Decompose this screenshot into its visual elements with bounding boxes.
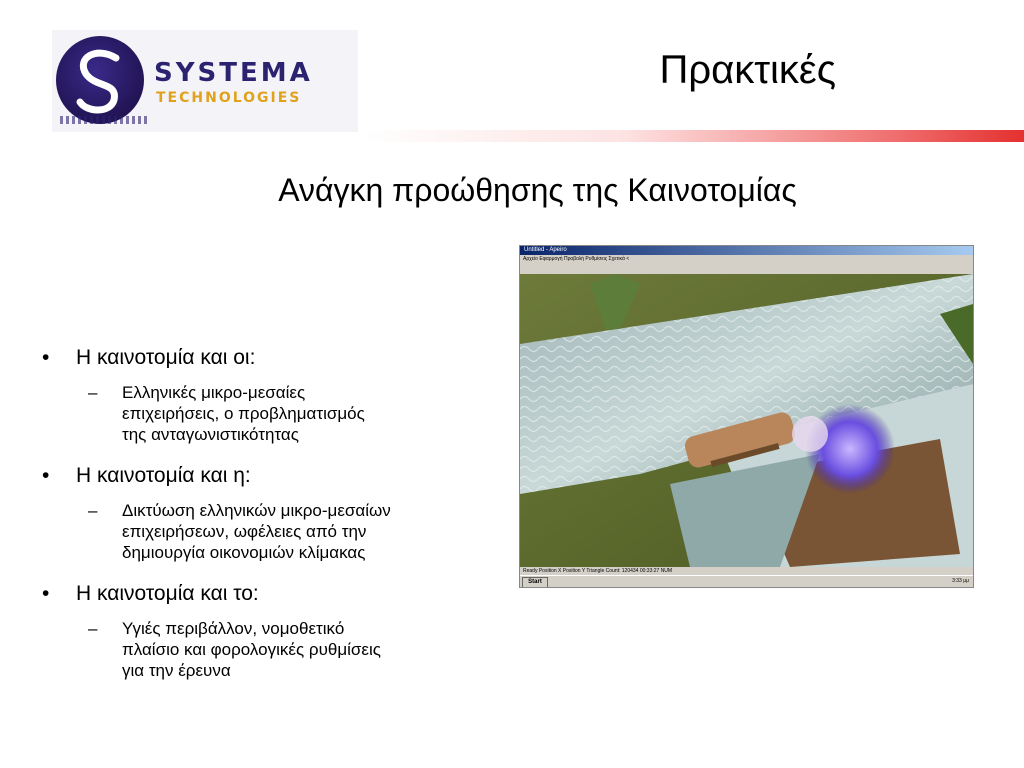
company-logo	[52, 30, 358, 132]
slide-title: Πρακτικές	[659, 48, 836, 92]
dash-marker: –	[88, 383, 98, 402]
app-screenshot-image	[519, 245, 974, 588]
logo-s-icon	[56, 36, 144, 124]
sub-bullet-line: Δικτύωση ελληνικών μικρο-μεσαίων	[122, 501, 391, 520]
bullet-item: • Η καινοτομία και το:	[40, 581, 490, 607]
bullet-item: • Η καινοτομία και οι:	[40, 345, 490, 371]
sub-bullet-line: δημιουργία οικονομιών κλίμακας	[122, 543, 366, 562]
sub-bullet-line: πλαίσιο και φορολογικές ρυθμίσεις	[122, 640, 381, 659]
dash-marker: –	[88, 619, 98, 638]
3d-scene-image	[520, 274, 973, 567]
screenshot-statusbar: Ready Position X Position Y Triangle Count: 120434 00:33:27 NUM	[520, 567, 974, 575]
taskbar-clock: 3:33 μμ	[952, 578, 969, 584]
header-gradient-rule	[360, 130, 1024, 142]
start-button: Start	[522, 577, 548, 588]
sub-bullet-line: Υγιές περιβάλλον, νομοθετικό	[122, 619, 345, 638]
logo-wordmark-sub: TECHNOLOGIES	[156, 90, 302, 106]
bullet-list	[40, 345, 490, 699]
bullet-item: • Η καινοτομία και η:	[40, 463, 490, 489]
sub-bullet-line: Ελληνικές μικρο-μεσαίες	[122, 383, 306, 402]
sub-bullet-line: για την έρευνα	[122, 661, 231, 680]
sub-bullet-line: της ανταγωνιστικότητας	[122, 425, 299, 444]
sub-bullet-line: επιχειρήσεων, ωφέλειες από την	[122, 522, 367, 541]
sub-bullet-item	[40, 618, 490, 681]
dash-marker: –	[88, 501, 98, 520]
screenshot-titlebar: Untitled - Apeiro	[520, 246, 973, 255]
logo-dots	[60, 116, 150, 124]
sub-bullet-item	[40, 382, 490, 445]
screenshot-menubar: Αρχείο Εφαρμογή Προβολή Ρυθμίσεις Σχετικά <	[520, 255, 973, 263]
screenshot-taskbar	[520, 575, 973, 588]
sub-bullet-item	[40, 500, 490, 563]
slide-subtitle: Ανάγκη προώθησης της Καινοτομίας	[278, 172, 797, 208]
sub-bullet-line: επιχειρήσεις, ο προβληματισμός	[122, 404, 365, 423]
logo-wordmark: SYSTEMA	[154, 58, 313, 88]
